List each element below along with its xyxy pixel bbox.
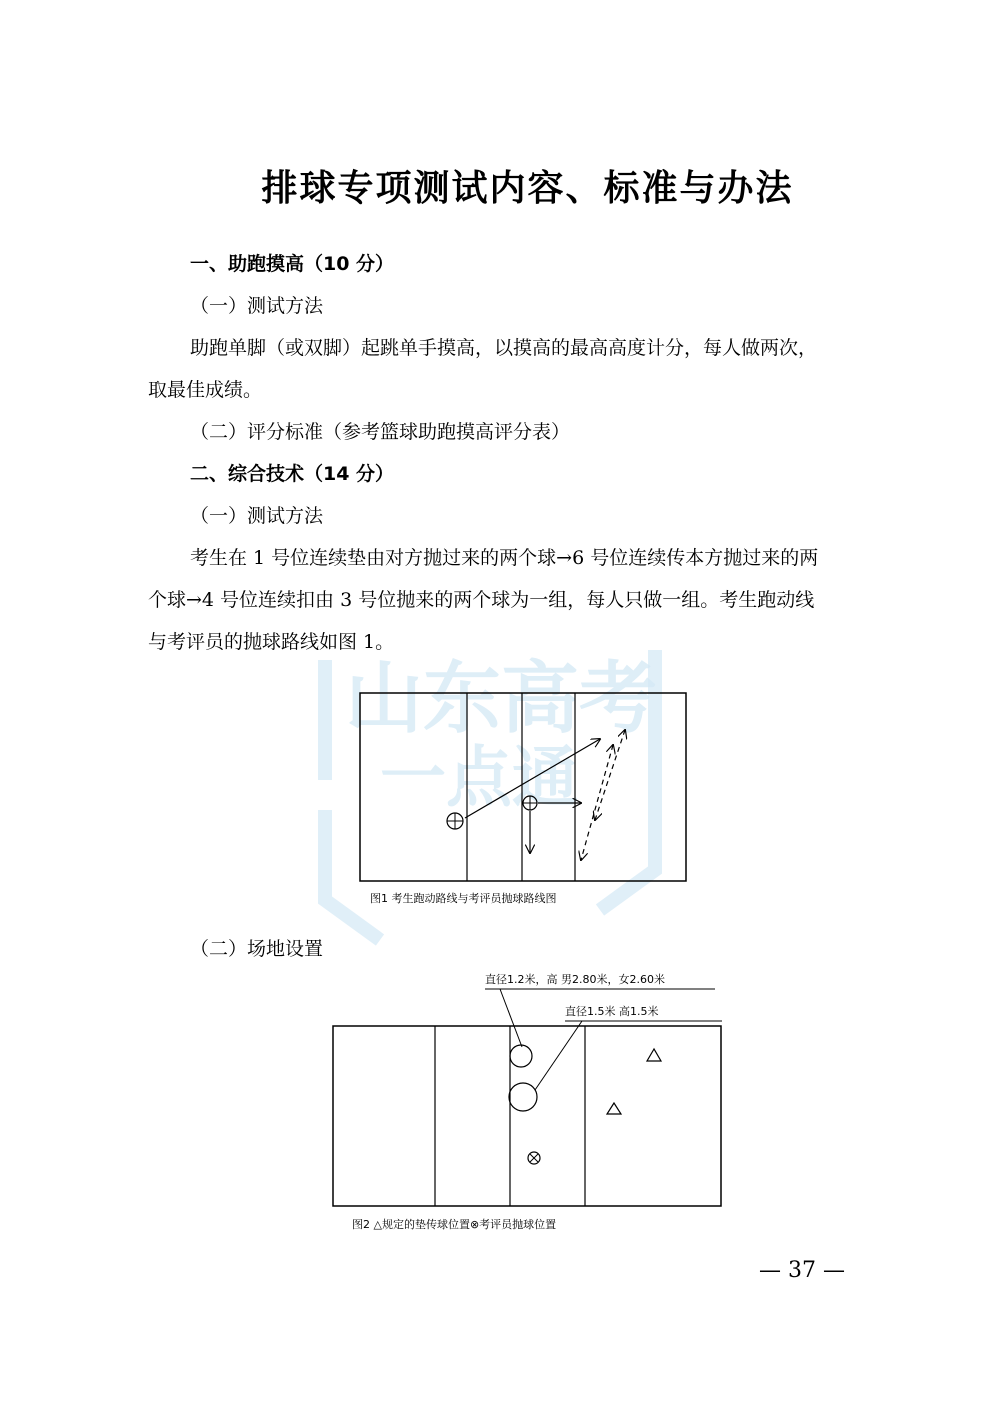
pointer-line: [535, 1021, 582, 1090]
court-outline: [360, 693, 686, 881]
section2-para-line2: 个球→4 号位连续扣由 3 号位抛来的两个球为一组，每人只做一组。考生跑动线: [148, 589, 815, 611]
dashed-toss-path: [581, 745, 613, 860]
figure2-diagram: [330, 985, 730, 1210]
pointer-line: [500, 989, 522, 1047]
player-marker: [447, 813, 463, 829]
figure2-label2: 直径1.5米 高1.5米: [565, 1005, 659, 1018]
tosser-marker: [523, 796, 537, 810]
figure1-caption: 图1 考生跑动路线与考评员抛球路线图: [370, 892, 557, 905]
pass-position-triangle: [647, 1049, 661, 1061]
page-number: — 37 —: [759, 1258, 845, 1283]
figure1-diagram: [355, 690, 695, 890]
figure2-caption: 图2 △规定的垫传球位置⊗考评员抛球位置: [352, 1218, 557, 1231]
section1-sub2: （二）评分标准（参考篮球助跑摸高评分表）: [190, 421, 571, 443]
section2-sub1: （一）测试方法: [190, 505, 324, 527]
pass-position-triangle: [607, 1103, 621, 1114]
court-outline: [333, 1026, 721, 1206]
watermark-line2: 一点通: [380, 739, 578, 816]
figure2-label1: 直径1.2米，高 男2.80米，女2.60米: [485, 973, 665, 986]
section2-para-line3: 与考评员的抛球路线如图 1。: [148, 631, 395, 653]
section1-sub1: （一）测试方法: [190, 295, 324, 317]
section2-sub2: （二）场地设置: [190, 938, 324, 960]
section1-heading: 一、助跑摸高（10 分）: [190, 253, 395, 275]
section2-heading: 二、综合技术（14 分）: [190, 463, 395, 485]
run-arrow: [465, 739, 600, 818]
section2-para-line1: 考生在 1 号位连续垫由对方抛过来的两个球→6 号位连续传本方抛过来的两: [190, 547, 819, 569]
small-target-circle: [510, 1045, 532, 1067]
page-title: 排球专项测试内容、标准与办法: [261, 167, 794, 209]
large-target-circle: [509, 1083, 537, 1111]
watermark-line1: 山东高考: [345, 654, 658, 744]
tosser-marker: [528, 1152, 540, 1164]
dashed-toss-path: [595, 730, 625, 820]
section1-para-line1: 助跑单脚（或双脚）起跳单手摸高，以摸高的最高高度计分，每人做两次，: [190, 337, 818, 359]
section1-para-line2: 取最佳成绩。: [148, 379, 263, 401]
